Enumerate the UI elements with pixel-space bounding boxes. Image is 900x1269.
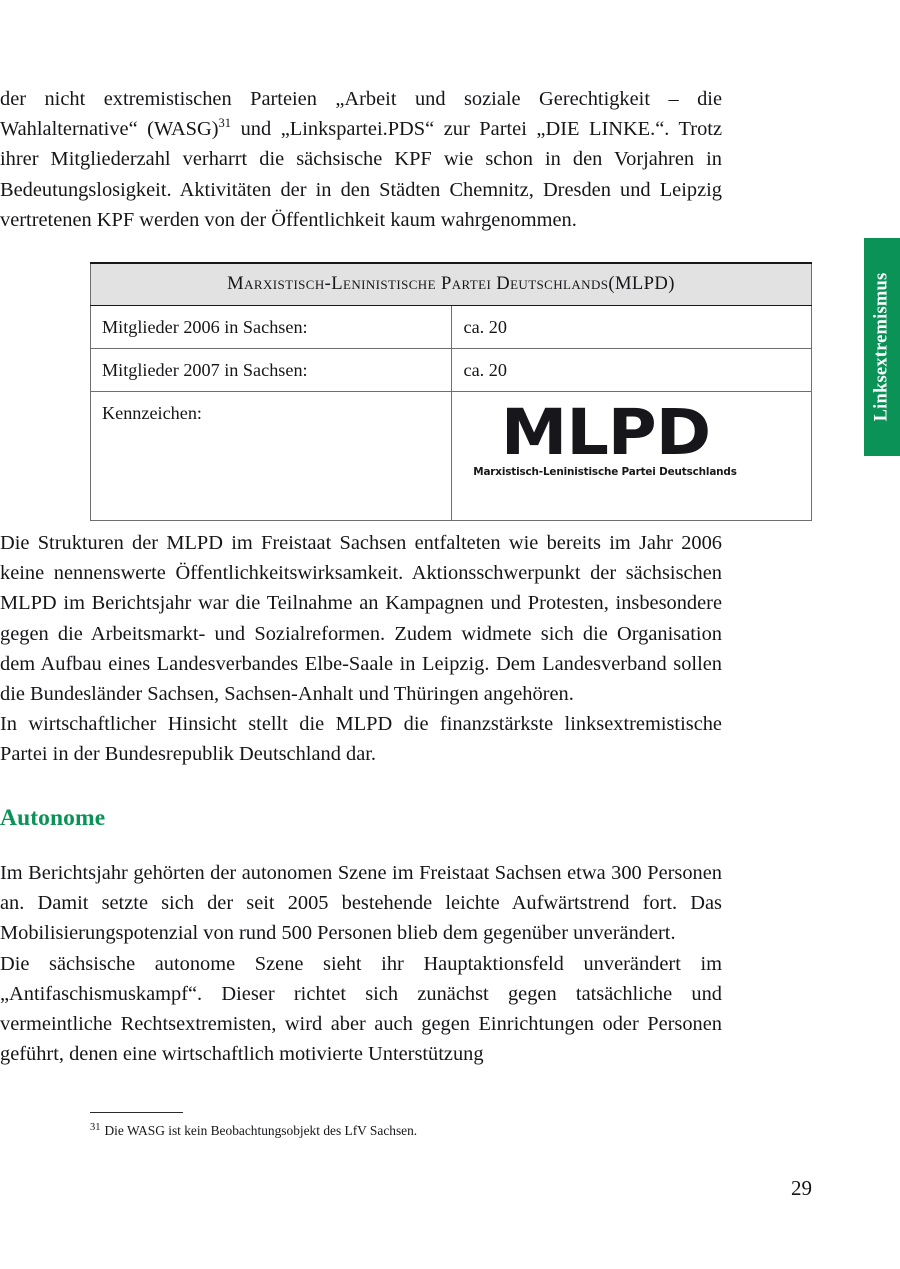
intro-paragraph-part1: der nicht extremistischen Parteien „Arbeit und soziale Gerechtigkeit – die Wahlalternative“ (WASG) (0, 88, 722, 141)
table-row (91, 349, 812, 392)
party-info-table (90, 262, 812, 521)
table-title-cell (91, 263, 812, 306)
kennzeichen-value-cell (451, 392, 812, 521)
members-2006-label: Mitglieder 2006 in Sachsen: (91, 306, 452, 349)
footnote-item (90, 1122, 812, 1140)
page-title: Autonome (0, 805, 106, 831)
table-header-row (91, 263, 812, 306)
kennzeichen-label: Kennzeichen: (91, 392, 452, 521)
intro-paragraph-part2: und „Linkspartei.PDS“ zur Partei „DIE LINKE.“. Trotz ihrer Mitgliederzahl verharrt die sächsische KPF wie schon in den Vorjahren in Bedeutungslosigkeit. Aktivitäten der in den Städten Chemnitz, Dresden und Leipzig vertretenen KPF werden von der Öffentlichkeit kaum wahrgenommen. (0, 118, 722, 231)
table-title-abbreviation: (MLPD) (608, 273, 675, 294)
autonome-paragraph-1: Im Berichtsjahr gehörten der autonomen Szene im Freistaat Sachsen etwa 300 Personen an. Damit setzte sich der seit 2005 bestehende leichte Aufwärtstrend fort. Das Mobilisierungspotenzial von rund 500 Personen blieb dem gegenüber unverändert. (0, 862, 722, 945)
members-2007-value: ca. 20 (451, 349, 812, 392)
mlpd-paragraph-1: Die Strukturen der MLPD im Freistaat Sachsen entfalteten wie bereits im Jahr 2006 keine nennenswerte Öffentlichkeitswirksamkeit. Aktionsschwerpunkt der sächsischen MLPD im Berichtsjahr war die Teilnahme an Kampagnen und Protesten, insbesondere gegen die Arbeitsmarkt- und Sozialreformen. Zudem widmete sich die Organisation dem Aufbau eines Landesverbandes Elbe-Saale in Leipzig. Dem Landesverband sollen die Bundesländer Sachsen, Sachsen-Anhalt und Thüringen angehören. (0, 532, 722, 706)
mlpd-text-block (0, 528, 722, 770)
footnote-area (90, 1112, 812, 1140)
table-row (91, 306, 812, 349)
members-2006-value: ca. 20 (451, 306, 812, 349)
footnote-reference[interactable]: 31 (218, 116, 232, 131)
page-number: 29 (791, 1176, 812, 1200)
intro-text-block (0, 84, 722, 235)
autonome-paragraph-2: Die sächsische autonome Szene sieht ihr Hauptaktionsfeld unverändert im „Antifaschismuskampf“. Dieser richtet sich zunächst gegen tatsächliche und vermeintliche Rechtsextremisten, wird aber auch gegen Einrichtungen oder Personen geführt, denen eine wirtschaftlich motivierte Unterstützung (0, 952, 722, 1066)
footnote-divider (90, 1112, 183, 1113)
section-tab-label: Linksextremismus (871, 272, 892, 422)
table-row-logo (91, 392, 812, 521)
footnote-text: Die WASG ist kein Beobachtungsobjekt des LfV Sachsen. (104, 1123, 418, 1138)
autonome-section (0, 805, 722, 1069)
intro-paragraph (0, 84, 722, 235)
mlpd-logo-wordmark: MLPD (500, 396, 710, 469)
mlpd-paragraph-2: In wirtschaftlicher Hinsicht stellt die MLPD die finanzstärkste linksextremistische Partei in der Bundesrepublik Deutschland dar. (0, 713, 722, 766)
members-2007-label: Mitglieder 2007 in Sachsen: (91, 349, 452, 392)
mlpd-logo-tagline: Marxistisch-Leninistische Partei Deutschlands (473, 466, 737, 478)
mlpd-logo (468, 396, 743, 479)
footnote-number: 31 (90, 1121, 101, 1133)
table-title-smallcaps: Marxistisch-Leninistische Partei Deutschlands (227, 273, 609, 294)
section-tab-linksextremismus (864, 238, 900, 456)
